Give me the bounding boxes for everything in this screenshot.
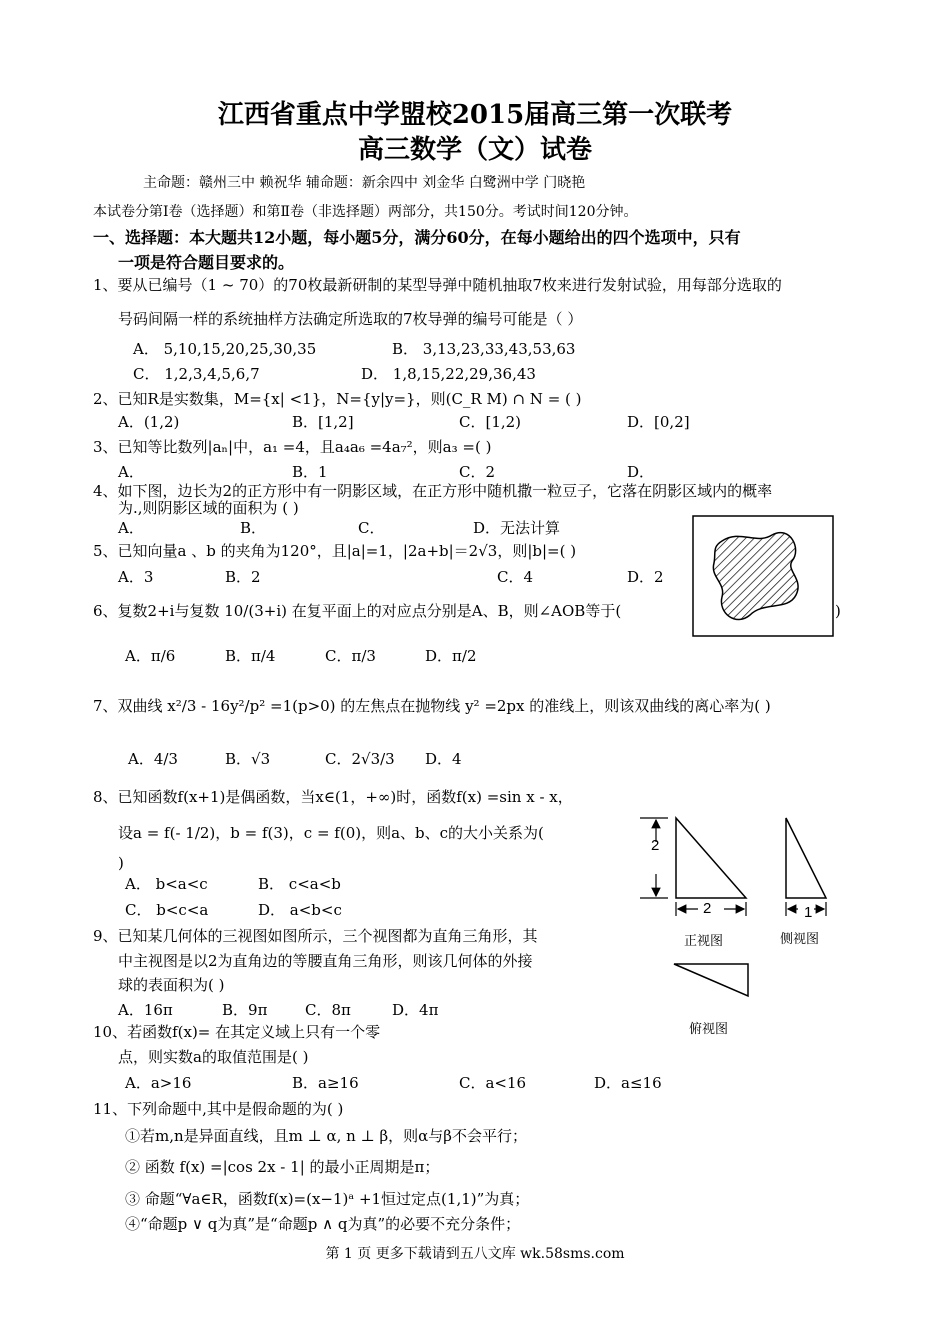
q3-option-a: A． <box>118 463 144 481</box>
q6-option-b: B．π/4 <box>225 647 276 665</box>
q7-option-c: C．2√3/3 <box>325 750 395 768</box>
front-view-label: 正视图 <box>684 934 724 949</box>
dim-label-1: 1 <box>804 904 813 921</box>
q6-paren: ) <box>835 602 841 620</box>
q9-option-a: A．16π <box>118 1001 173 1019</box>
side-view-triangle <box>786 818 826 898</box>
q9-stem-cont: 中主视图是以2为直角边的等腰直角三角形，则该几何体的外接 <box>118 952 533 970</box>
q1-option-a: A． 5,10,15,20,25,30,35 <box>133 340 317 358</box>
q8-stem-paren: ) <box>118 854 124 872</box>
q4-option-a: A． <box>118 519 144 537</box>
dim-label-2-vertical: 2 <box>651 837 660 854</box>
q6-option-c: C．π/3 <box>325 647 376 665</box>
q2-option-a: A．(1,2) <box>118 413 180 431</box>
q6-option-a: A．π/6 <box>125 647 176 665</box>
q3-stem: 3、已知等比数列|aₙ|中，a₁ =4，且a₄a₆ =4a₇²，则a₃ =( ) <box>93 438 492 456</box>
q4-stem-cont: 为.,则阴影区域的面积为 ( ) <box>118 499 299 517</box>
q1-option-b: B． 3,13,23,33,43,53,63 <box>392 340 576 358</box>
q10-stem-cont: 点，则实数a的取值范围是( ) <box>118 1048 309 1066</box>
q5-option-b: B．2 <box>225 568 261 586</box>
q1-option-d: D． 1,8,15,22,29,36,43 <box>361 365 536 383</box>
q8-option-b: B． c<a<b <box>258 875 341 893</box>
shaded-square-figure <box>692 515 834 637</box>
q6-option-d: D．π/2 <box>425 647 477 665</box>
q4-option-b: B． <box>240 519 267 537</box>
q3-option-b: B．1 <box>292 463 328 481</box>
front-view-triangle <box>676 818 746 898</box>
q2-stem: 2、已知R是实数集，M={x| <1}，N={y|y=}，则(C_R M) ∩ N = ( ) <box>93 390 582 408</box>
side-view-label: 侧视图 <box>780 932 820 947</box>
q9-option-d: D．4π <box>392 1001 439 1019</box>
q9-option-c: C．8π <box>305 1001 351 1019</box>
q1-stem: 1、要从已编号（1 ~ 70）的70枚最新研制的某型导弹中随机抽取7枚来进行发射试验，用每部分选取的 <box>93 276 782 294</box>
q4-option-c: C． <box>358 519 385 537</box>
q2-option-d: D．[0,2] <box>627 413 690 431</box>
q6-stem: 6、复数2+i与复数 10/(3+i) 在复平面上的对应点分别是A、B，则∠AOB等于( <box>93 602 622 620</box>
q8-stem-cont: 设a = f(- 1/2)，b = f(3)，c = f(0)，则a、b、c的大小关系为( <box>118 824 544 842</box>
q1-option-c: C． 1,2,3,4,5,6,7 <box>133 365 260 383</box>
q8-option-d: D． a<b<c <box>258 901 342 919</box>
top-view-triangle <box>674 964 748 996</box>
q4-stem: 4、如下图，边长为2的正方形中有一阴影区域，在正方形中随机撒一粒豆子，它落在阴影区域内的概率 <box>93 482 773 500</box>
exam-intro: 本试卷分第Ⅰ卷（选择题）和第Ⅱ卷（非选择题）两部分，共150分。考试时间120分钟。 <box>93 204 638 220</box>
top-view-label: 俯视图 <box>689 1022 729 1037</box>
q11-statement-2: ② 函数 f(x) =|cos 2x - 1| 的最小正周期是π； <box>125 1158 440 1176</box>
q11-stem: 11、下列命题中,其中是假命题的为( ) <box>93 1100 344 1118</box>
authors-line: 主命题：赣州三中 赖祝华 辅命题：新余四中 刘金华 白鹭洲中学 门晓艳 <box>143 175 586 191</box>
q10-option-c: C．a<16 <box>459 1074 527 1092</box>
q5-option-a: A．3 <box>118 568 154 586</box>
q5-stem: 5、已知向量a 、b 的夹角为120°，且|a|=1，|2a+b|＝2√3，则|b|=( ) <box>93 542 577 560</box>
q2-option-c: C．[1,2) <box>459 413 522 431</box>
q3-option-c: C．2 <box>459 463 496 481</box>
q11-statement-1: ①若m,n是异面直线，且m ⊥ α, n ⊥ β，则α与β不会平行； <box>125 1127 527 1145</box>
q7-option-a: A．4/3 <box>128 750 178 768</box>
q10-option-a: A．a>16 <box>125 1074 192 1092</box>
q2-option-b: B．[1,2] <box>292 413 354 431</box>
q5-option-d: D．2 <box>627 568 664 586</box>
q8-option-a: A． b<a<c <box>125 875 208 893</box>
q10-option-b: B．a≥16 <box>292 1074 359 1092</box>
q9-option-b: B．9π <box>222 1001 268 1019</box>
q5-option-c: C．4 <box>497 568 534 586</box>
exam-subtitle: 高三数学（文）试卷 <box>357 135 592 165</box>
section-heading-cont: 一项是符合题目要求的。 <box>118 253 295 272</box>
q7-option-d: D．4 <box>425 750 462 768</box>
exam-title: 江西省重点中学盟校2015届高三第一次联考 <box>217 100 733 130</box>
q1-stem-cont: 号码间隔一样的系统抽样方法确定所选取的7枚导弹的编号可能是（ ） <box>118 310 583 328</box>
q7-option-b: B．√3 <box>225 750 271 768</box>
q11-statement-3: ③ 命题“∀a∈R，函数f(x)=(x−1)ᵃ +1恒过定点(1,1)”为真； <box>125 1190 530 1208</box>
q7-stem: 7、双曲线 x²/3 - 16y²/p² =1(p>0) 的左焦点在抛物线 y² =2px 的准线上，则该双曲线的离心率为( ) <box>93 697 771 715</box>
dim-label-2-horizontal: 2 <box>703 900 712 917</box>
q3-option-d: D． <box>627 463 655 481</box>
q11-statement-4: ④“命题p ∨ q为真”是“命题p ∧ q为真”的必要不充分条件； <box>125 1215 521 1233</box>
page-footer: 第 1 页 更多下载请到五八文库 wk.58sms.com <box>325 1246 625 1262</box>
q9-stem: 9、已知某几何体的三视图如图所示，三个视图都为直角三角形，其 <box>93 927 538 945</box>
q8-stem: 8、已知函数f(x+1)是偶函数，当x∈(1，+∞)时，函数f(x) =sin x - x， <box>93 788 573 806</box>
section-heading: 一、选择题：本大题共12小题，每小题5分，满分60分，在每小题给出的四个选项中，只有 <box>93 228 741 247</box>
q9-stem-cont2: 球的表面积为( ) <box>118 976 225 994</box>
q4-option-d: D．无法计算 <box>473 519 561 537</box>
q10-option-d: D．a≤16 <box>594 1074 662 1092</box>
q8-option-c: C． b<c<a <box>125 901 209 919</box>
q10-stem: 10、若函数f(x)= 在其定义域上只有一个零 <box>93 1023 381 1041</box>
